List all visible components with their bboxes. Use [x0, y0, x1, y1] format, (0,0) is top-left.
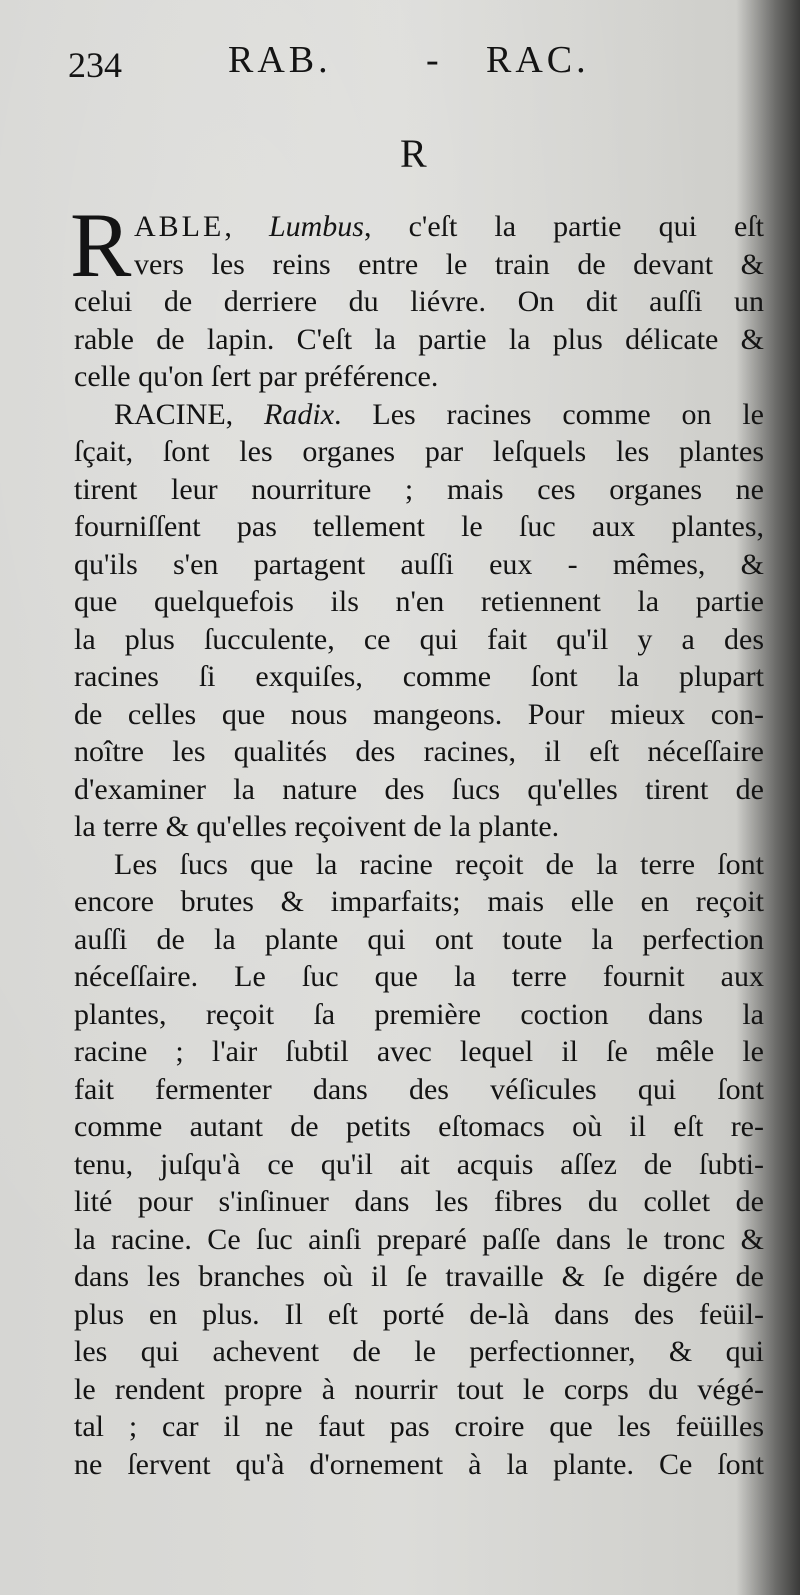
text-line: auſſi de la plante qui ont toute la perfection — [74, 922, 764, 956]
text-line: fourniſſent pas tellement le ſuc aux plantes, — [74, 510, 764, 543]
latin-term: Lumbus — [268, 210, 364, 243]
text-line: plantes, reçoit ſa première coction dans la — [74, 997, 764, 1031]
body-text — [70, 194, 765, 1483]
text-line: les qui achevent de le perfectionner, & qui — [74, 1335, 764, 1368]
text-line: comme autant de petits eſtomacs où il eſt re- — [74, 1110, 764, 1143]
entry-first-line: ABLE, Lumbus, c'eſt la partie qui eſt — [134, 210, 765, 243]
running-header — [68, 38, 648, 98]
running-title-left: RAB. — [228, 39, 332, 81]
text-line: celui de derriere du liévre. On dit auſſi un — [74, 285, 764, 318]
text-fragment: . Les racines comme on le — [334, 397, 764, 431]
text-line: encore brutes & imparfaits; mais elle en reçoit — [74, 885, 764, 918]
text-line: racines ſi exquiſes, comme ſont la plupart — [74, 660, 764, 693]
headword: RACINE — [114, 397, 226, 431]
text-line: noître les qualités des racines, il eſt néceſſaire — [74, 735, 764, 768]
text-line: rable de lapin. C'eſt la partie la plus délicate & — [74, 322, 764, 356]
text-line: vers les reins entre le train de devant & — [134, 247, 764, 281]
latin-term: Radix — [264, 397, 335, 431]
text-line: Les ſucs que la racine reçoit de la terre ſont — [114, 847, 764, 881]
text-line: qu'ils s'en partagent auſſi eux - mêmes, & — [74, 547, 764, 581]
text-line: celle qu'on ſert par préférence. — [74, 360, 439, 393]
drop-capital: R — [70, 194, 132, 296]
running-title-right: RAC. — [486, 39, 590, 81]
section-letter: R — [400, 131, 427, 176]
entry-racine-first-line: RACINE, Radix. Les racines comme on le — [114, 397, 764, 431]
text-line: le rendent propre à nourrir tout le corps du végé- — [74, 1372, 764, 1406]
running-title-separator: - — [426, 39, 443, 81]
text-fragment: , c'eſt la partie qui eſt — [363, 210, 765, 243]
text-line: la terre & qu'elles reçoivent de la plante. — [74, 810, 560, 843]
text-line: ne ſervent qu'à d'ornement à la plante. Ce ſont — [74, 1447, 764, 1481]
text-line: que quelquefois ils n'en retiennent la partie — [74, 585, 764, 618]
text-line: la plus ſucculente, ce qui fait qu'il y a des — [74, 622, 764, 656]
text-line: tenu, juſqu'à ce qu'il ait acquis aſſez de ſubti- — [74, 1147, 764, 1181]
text-line: tirent leur nourriture ; mais ces organes ne — [74, 472, 764, 506]
text-line: fait fermenter dans des véſicules qui ſont — [74, 1072, 764, 1106]
text-line: néceſſaire. Le ſuc que la terre fournit aux — [74, 960, 764, 993]
text-line: ſçait, ſont les organes par leſquels les plantes — [74, 435, 764, 468]
text-line: racine ; l'air ſubtil avec lequel il ſe mêle le — [74, 1035, 764, 1068]
text-line: d'examiner la nature des ſucs qu'elles tirent de — [74, 772, 764, 806]
text-line: dans les branches où il ſe travaille & ſe digére de — [74, 1260, 764, 1293]
text-line: tal ; car il ne faut pas croire que les feüilles — [74, 1410, 764, 1443]
text-line: de celles que nous mangeons. Pour mieux con- — [74, 697, 764, 731]
text-line: plus en plus. Il eſt porté de-là dans des feüil- — [74, 1297, 764, 1331]
page-number: 234 — [68, 45, 122, 85]
text-line: la racine. Ce ſuc ainſi preparé paſſe dans le tronc & — [74, 1222, 764, 1256]
headword: ABLE — [134, 210, 225, 243]
text-line: lité pour s'inſinuer dans les fibres du collet de — [74, 1185, 764, 1218]
entry-rable — [70, 194, 765, 296]
